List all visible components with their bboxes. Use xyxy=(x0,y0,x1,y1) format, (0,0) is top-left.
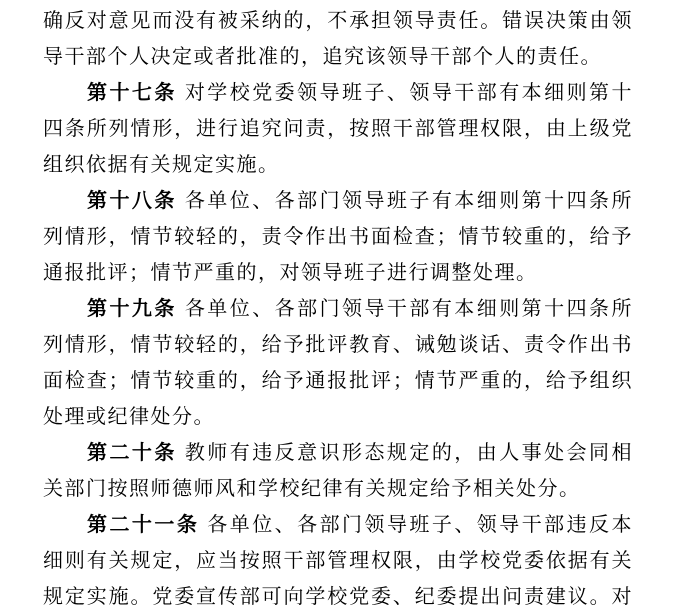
paragraph-continuation xyxy=(43,2,633,74)
article-heading: 第二十条 xyxy=(87,440,177,464)
article-19-paragraph xyxy=(43,290,633,434)
article-text: 各单位、各部门领导干部有本细则第十四条所 xyxy=(184,296,633,320)
article-heading: 第十八条 xyxy=(87,188,177,212)
article-text: 各单位、各部门领导班子有本细则第十四条所 xyxy=(184,188,633,212)
article-18-paragraph xyxy=(43,182,633,290)
article-text: 各单位、各部门领导班子、领导干部违反本 xyxy=(207,512,633,536)
article-heading: 第二十一条 xyxy=(87,512,200,536)
text-line: 处理或纪律处分。 xyxy=(43,404,215,428)
article-first-line xyxy=(43,182,633,218)
article-text: 教师有违反意识形态规定的，由人事处会同相 xyxy=(184,440,633,464)
text-line: 规定实施。党委宣传部可向学校党委、纪委提出问责建议。对 xyxy=(43,584,633,608)
article-heading: 第十九条 xyxy=(87,296,177,320)
text-line: 组织依据有关规定实施。 xyxy=(43,152,280,176)
article-text: 对学校党委领导班子、领导干部有本细则第十 xyxy=(184,80,633,104)
article-first-line xyxy=(43,434,633,470)
article-17-paragraph xyxy=(43,74,633,182)
text-line: 面检查；情节较重的，给予通报批评；情节严重的，给予组织 xyxy=(43,368,633,392)
text-line: 通报批评；情节严重的，对领导班子进行调整处理。 xyxy=(43,260,538,284)
article-21-paragraph xyxy=(43,506,633,614)
text-line: 列情形，情节较轻的，给予批评教育、诫勉谈话、责令作出书 xyxy=(43,332,633,356)
document-page xyxy=(43,2,633,614)
article-heading: 第十七条 xyxy=(87,80,177,104)
text-line: 关部门按照师德师风和学校纪律有关规定给予相关处分。 xyxy=(43,476,581,500)
text-line: 导干部个人决定或者批准的，追究该领导干部个人的责任。 xyxy=(43,44,602,68)
article-20-paragraph xyxy=(43,434,633,506)
text-line: 四条所列情形，进行追究问责，按照干部管理权限，由上级党 xyxy=(43,116,633,140)
article-first-line xyxy=(43,74,633,110)
text-line: 确反对意见而没有被采纳的，不承担领导责任。错误决策由领 xyxy=(43,8,633,32)
article-first-line xyxy=(43,290,633,326)
text-line: 列情形，情节较轻的，责令作出书面检查；情节较重的，给予 xyxy=(43,224,633,248)
article-first-line xyxy=(43,506,633,542)
text-line: 细则有关规定，应当按照干部管理权限，由学校党委依据有关 xyxy=(43,548,633,572)
